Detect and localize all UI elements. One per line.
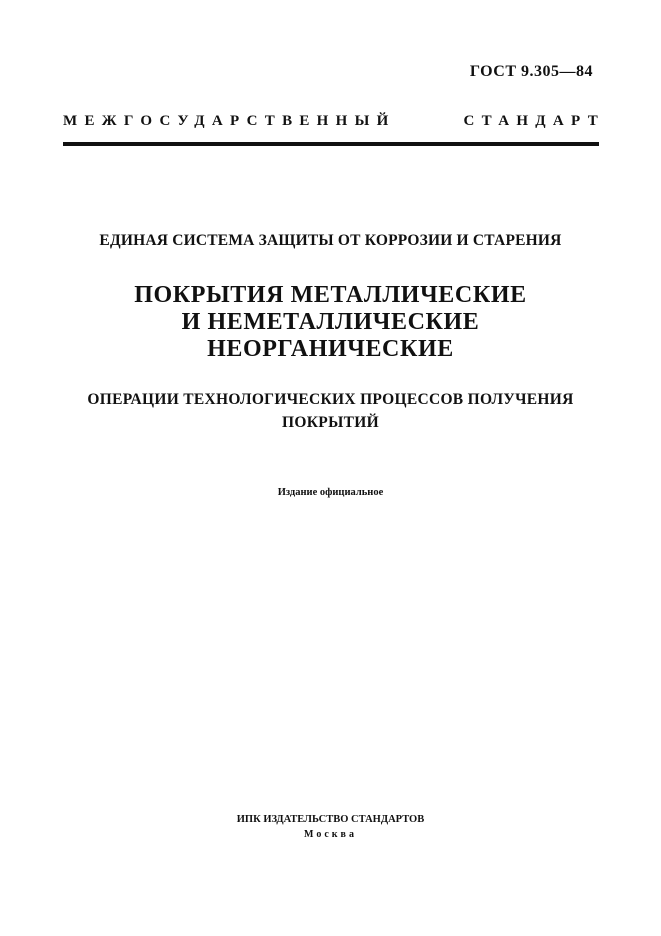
publisher-name: ИПК ИЗДАТЕЛЬСТВО СТАНДАРТОВ [236,814,425,825]
subtitle-line: ОПЕРАЦИИ ТЕХНОЛОГИЧЕСКИХ ПРОЦЕССОВ ПОЛУЧЕНИЯ [87,391,574,408]
subtitle-line: ПОКРЫТИЙ [282,414,379,431]
main-title [0,282,661,363]
publisher-block [0,812,661,842]
edition-note: Издание официальное [277,487,384,498]
publisher-city: Москва [304,829,357,840]
main-title-line: И НЕМЕТАЛЛИЧЕСКИЕ [181,309,480,335]
standard-type-right: СТАНДАРТ [463,113,605,129]
main-title-line: НЕОРГАНИЧЕСКИЕ [207,336,454,362]
standard-type-line [63,113,605,130]
document-number: ГОСТ 9.305—84 [469,63,593,80]
system-title: ЕДИНАЯ СИСТЕМА ЗАЩИТЫ ОТ КОРРОЗИИ И СТАРЕНИЯ [99,232,562,249]
subtitle [0,388,661,434]
standard-type-left: МЕЖГОСУДАРСТВЕННЫЙ [63,113,396,129]
main-title-line: ПОКРЫТИЯ МЕТАЛЛИЧЕСКИЕ [134,282,527,308]
header-divider [63,142,599,146]
